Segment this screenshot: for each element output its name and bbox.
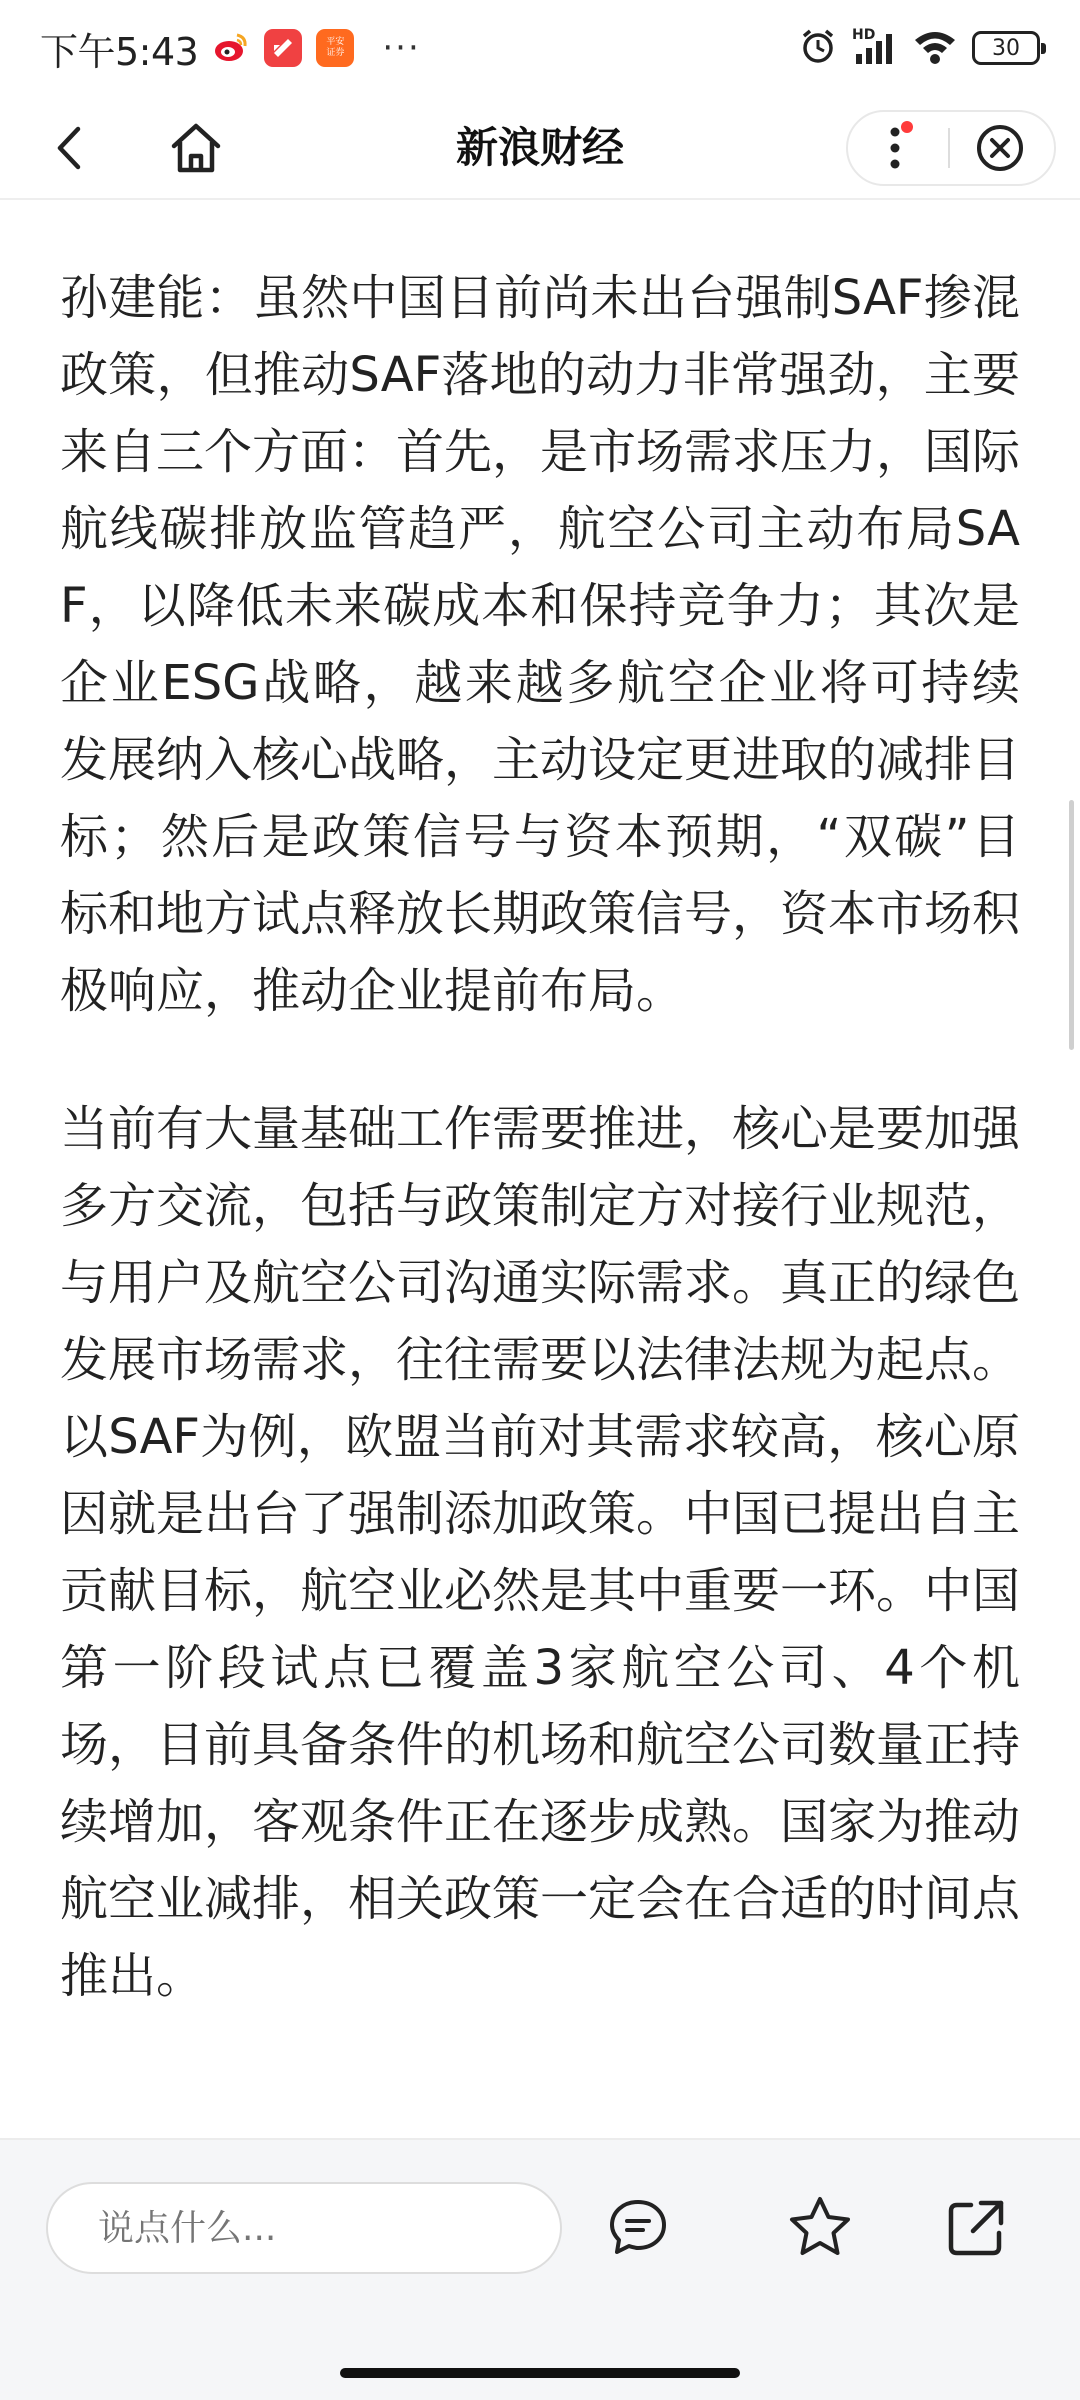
close-circle-icon [974, 122, 1026, 174]
battery-level: 30 [992, 35, 1020, 61]
pingan-securities-icon [316, 29, 354, 67]
wifi-icon [912, 26, 958, 70]
back-button[interactable] [40, 118, 100, 178]
alarm-icon [798, 26, 838, 70]
close-button[interactable] [950, 112, 1050, 184]
comment-button[interactable] [590, 2182, 686, 2274]
status-time: 下午5:43 [40, 29, 199, 74]
mini-program-capsule [846, 110, 1056, 186]
home-button[interactable] [160, 118, 232, 178]
network-type-label: HD [852, 27, 876, 43]
pingan-label: 平安证券 [326, 37, 345, 58]
status-right [798, 26, 1040, 70]
home-icon [168, 120, 224, 176]
article-paragraph: 孙建能：虽然中国目前尚未出台强制SAF掺混政策，但推动SAF落地的动力非常强劲，主要来自三个方面：首先，是市场需求压力，国际航线碳排放监管趋严，航空公司主动布局SAF，以降低未来碳成本和保持竞争力；其次是企业ESG战略，越来越多航空企业将可持续发展纳入核心战略，主动设定更进取的减排目标；然后是政策信号与资本预期，“双碳”目标和地方试点释放长期政策信号，资本市场积极响应，推动企业提前布局。 [60, 270, 1021, 1019]
comment-icon [606, 2196, 670, 2260]
battery-icon [972, 31, 1040, 65]
share-icon [943, 2195, 1009, 2261]
share-button[interactable] [928, 2182, 1024, 2274]
home-indicator[interactable] [340, 2368, 740, 2378]
favorite-button[interactable] [772, 2182, 868, 2274]
weibo-icon [212, 29, 250, 67]
article-paragraph: 当前有大量基础工作需要推进，核心是要加强多方交流，包括与政策制定方对接行业规范，与用户及航空公司沟通实际需求。真正的绿色发展市场需求，往往需要以法律法规为起点。以SAF为例，欧盟当前对其需求较高，核心原因就是出台了强制添加政策。中国已提出自主贡献目标，航空业必然是其中重要一环。中国第一阶段试点已覆盖3家航空公司、4个机场，目前具备条件的机场和航空公司数量正持续增加，客观条件正在逐步成熟。国家为推动航空业减排，相关政策一定会在合适的时间点推出。 [60, 1101, 1021, 2004]
favorite-star-icon [785, 2193, 855, 2263]
nav-bar [0, 96, 1080, 200]
more-notifications-icon: ··· [382, 28, 421, 68]
toutiao-icon [264, 29, 302, 67]
status-bar [0, 0, 1080, 96]
cellular-signal-icon [852, 28, 898, 68]
status-left [40, 21, 421, 76]
bottom-action-bar [0, 2138, 1080, 2400]
more-vertical-icon [883, 120, 913, 176]
comment-input[interactable] [46, 2182, 562, 2274]
scrollbar[interactable] [1069, 800, 1074, 1050]
more-options-button[interactable] [848, 112, 948, 184]
page-title: 新浪财经 [455, 123, 624, 172]
article-body [60, 260, 1020, 2015]
back-arrow-icon [50, 123, 90, 173]
